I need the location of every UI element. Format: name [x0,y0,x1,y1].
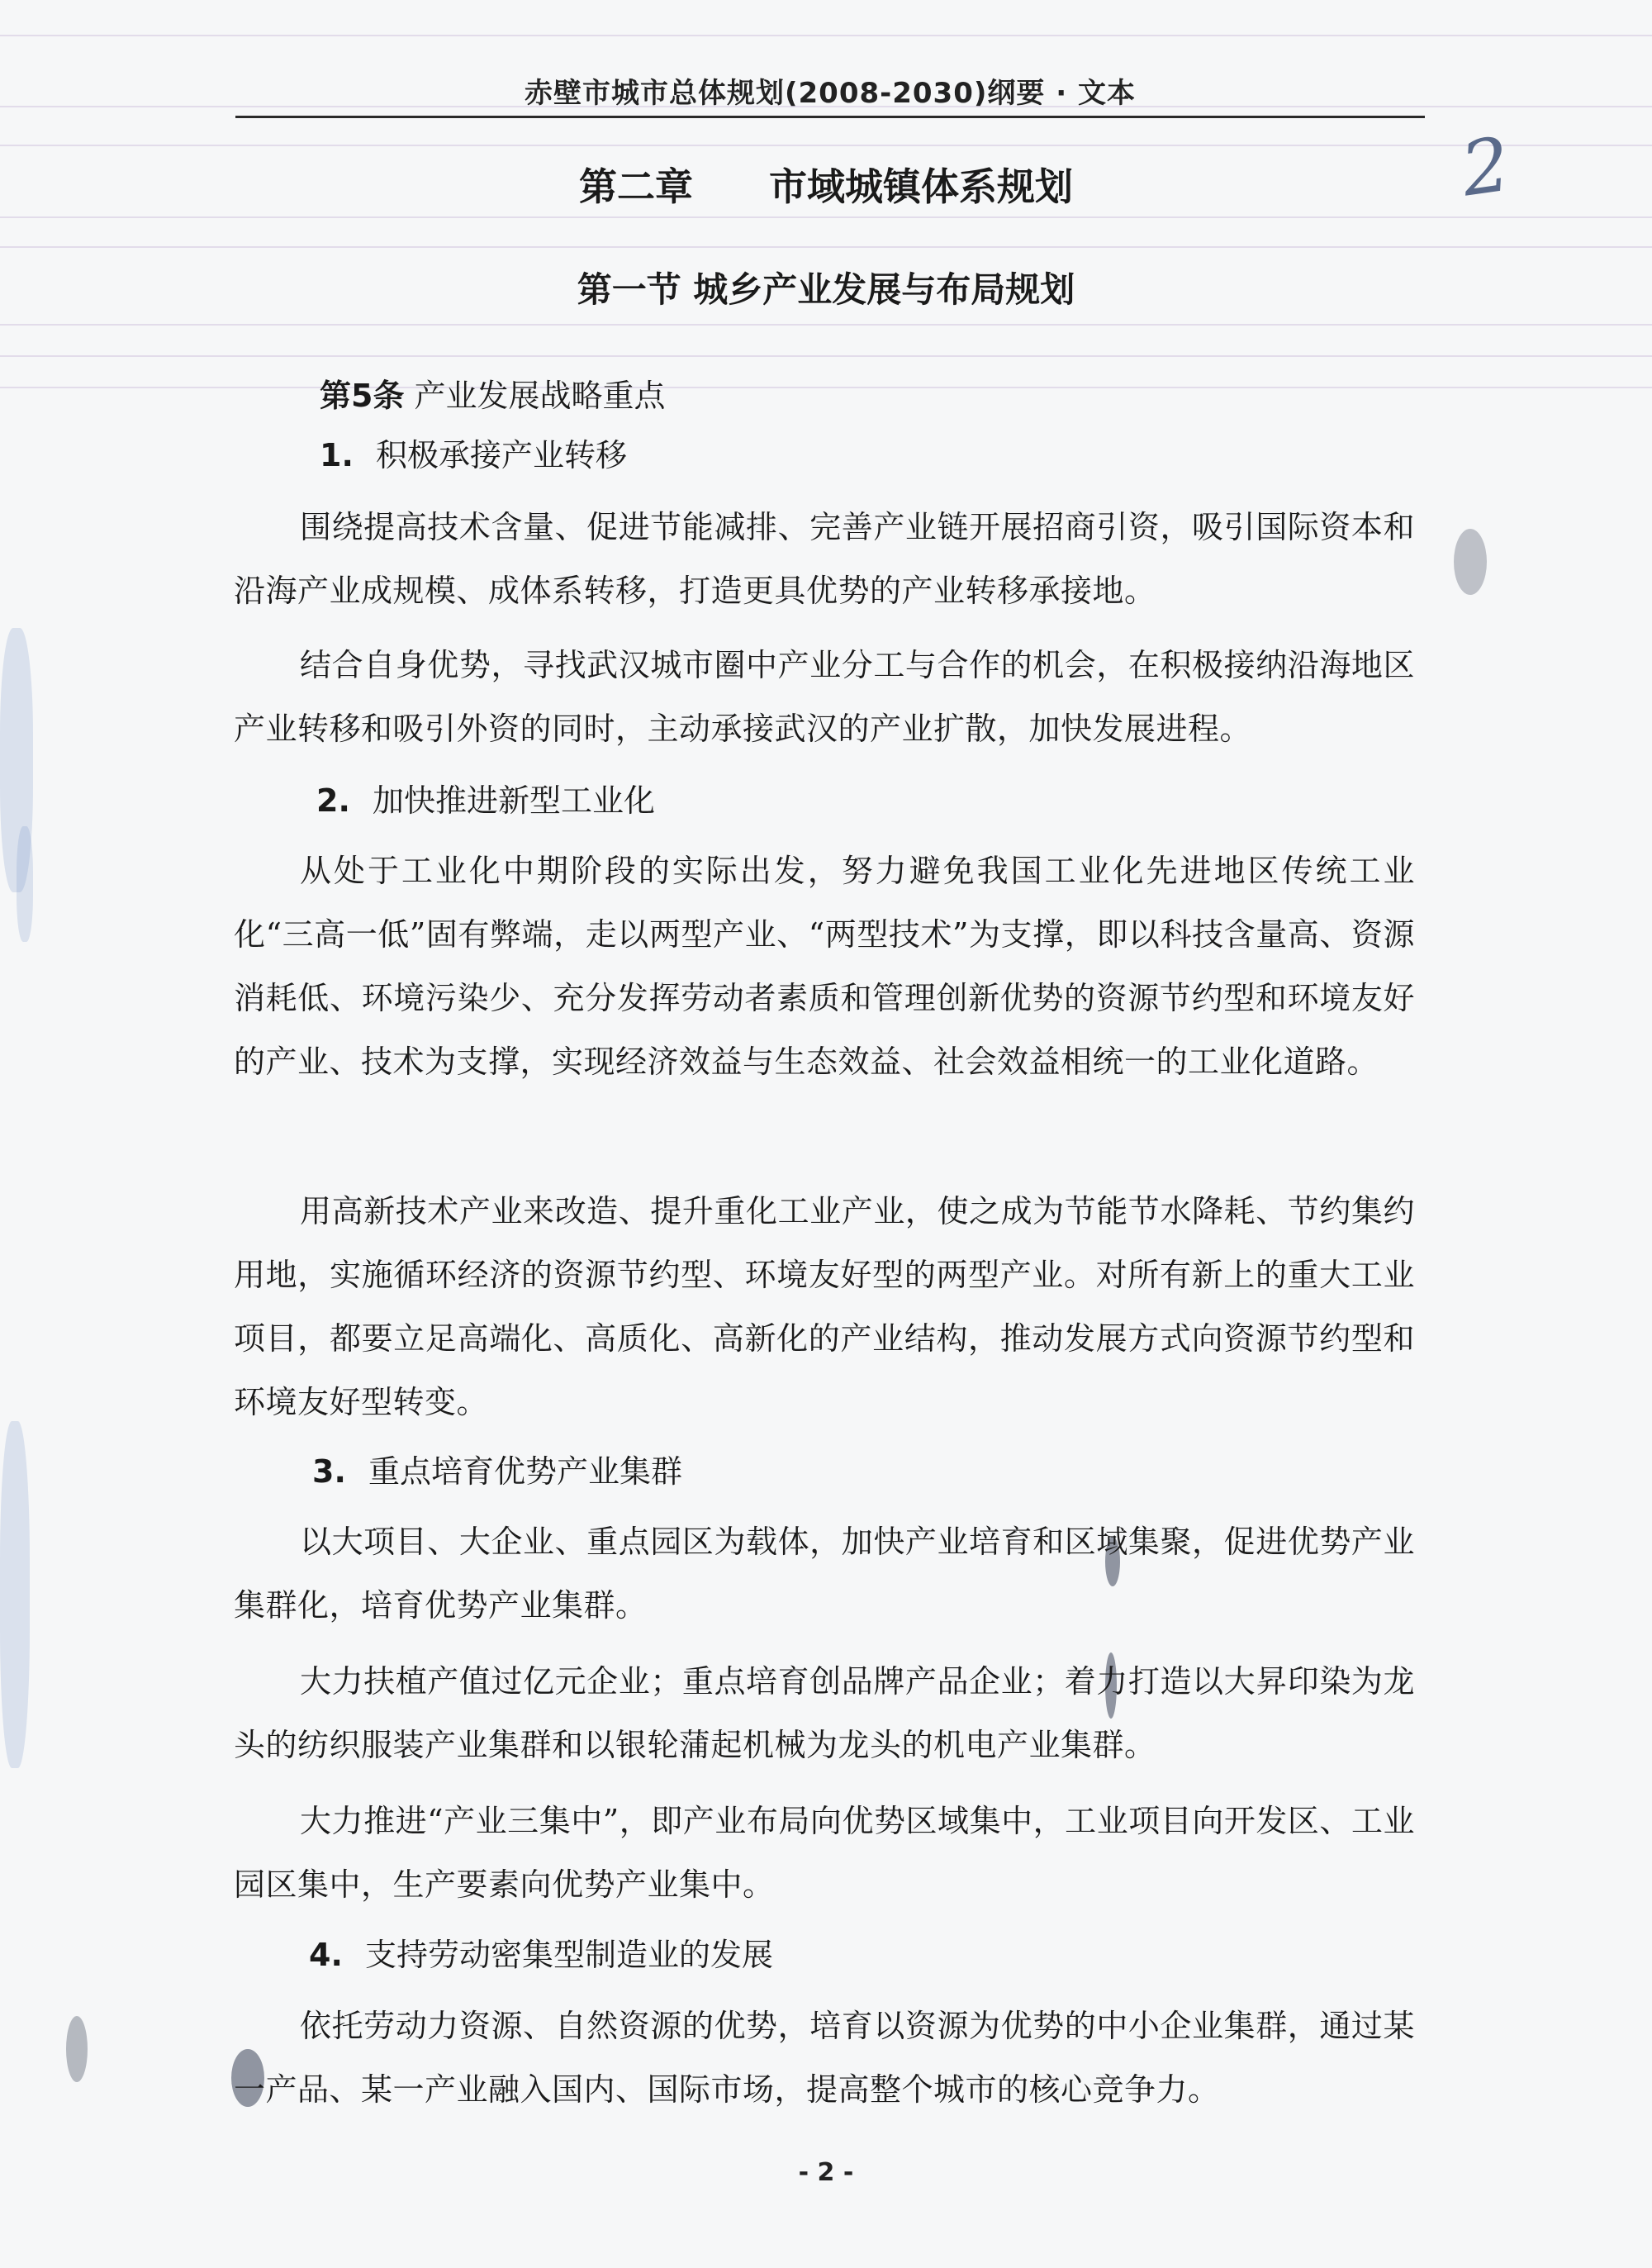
article-number: 第5条 [320,378,405,414]
subsection-number: 1. [320,437,354,473]
paragraph: 从处于工业化中期阶段的实际出发，努力避免我国工业化先进地区传统工业化“三高一低”固有弊端，走以两型产业、“两型技术”为支撑，即以科技含量高、资源消耗低、环境污染少、充分发挥劳动者素质和管理创新优势的资源节约型和环境友好的产业、技术为支撑，实现经济效益与生态效益、社会效益相统一的工业化道路。 [234,853,1415,1080]
article-heading [320,370,666,416]
scan-line [0,324,1652,326]
article-title: 产业发展战略重点 [414,378,666,414]
paragraph: 以大项目、大企业、重点园区为载体，加快产业培育和区域集聚，促进优势产业集群化，培育优势产业集群。 [234,1524,1415,1624]
subsection-heading [312,1446,682,1491]
chapter-title: 第二章 市域城镇体系规划 [579,164,1073,209]
scan-line [0,246,1652,248]
running-header: 赤壁市城市总体规划(2008-2030)纲要 · 文本 [524,77,1137,110]
edge-stain [0,1421,30,1768]
section-title: 第一节 城乡产业发展与布局规划 [577,269,1075,310]
scan-line [0,216,1652,218]
scan-line [0,35,1652,36]
paragraph: 结合自身优势，寻找武汉城市圈中产业分工与合作的机会，在积极接纳沿海地区产业转移和吸引外资的同时，主动承接武汉的产业扩散，加快发展进程。 [234,647,1415,747]
header-rule [235,116,1425,118]
subsection-title: 支持劳动密集型制造业的发展 [365,1937,774,1973]
scan-line [0,145,1652,146]
subsection-title: 积极承接产业转移 [376,437,628,473]
paragraph: 大力推进“产业三集中”，即产业布局向优势区域集中，工业项目向开发区、工业园区集中，生产要素向优势产业集中。 [234,1803,1415,1903]
subsection-number: 2. [316,782,350,819]
paragraph: 围绕提高技术含量、促进节能减排、完善产业链开展招商引资，吸引国际资本和沿海产业成规模、成体系转移，打造更具优势的产业转移承接地。 [234,509,1415,609]
page-number: - 2 - [798,2158,854,2187]
edge-stain [17,826,33,942]
ink-smudge [66,2016,88,2082]
scan-line [0,387,1652,388]
handwritten-page-mark: 2 [1455,121,1516,214]
paragraph: 用高新技术产业来改造、提升重化工业产业，使之成为节能节水降耗、节约集约用地，实施循环经济的资源节约型、环境友好型的两型产业。对所有新上的重大工业项目，都要立足高端化、高质化、高新化的产业结构，推动发展方式向资源节约型和环境友好型转变。 [234,1193,1415,1420]
subsection-title: 加快推进新型工业化 [373,782,656,819]
subsection-number: 4. [309,1937,343,1973]
paragraph: 大力扶植产值过亿元企业；重点培育创品牌产品企业；着力打造以大昇印染为龙头的纺织服装产业集群和以银轮蒲起机械为龙头的机电产业集群。 [234,1663,1415,1763]
ink-smudge [1454,529,1487,595]
subsection-heading [316,775,655,820]
paragraph: 依托劳动力资源、自然资源的优势，培育以资源为优势的中小企业集群，通过某一产品、某一产业融入国内、国际市场，提高整个城市的核心竞争力。 [234,2008,1415,2108]
subsection-number: 3. [312,1453,346,1490]
subsection-heading [309,1929,773,1975]
scan-line [0,355,1652,357]
subsection-heading [320,430,627,475]
subsection-title: 重点培育优势产业集群 [368,1453,683,1490]
